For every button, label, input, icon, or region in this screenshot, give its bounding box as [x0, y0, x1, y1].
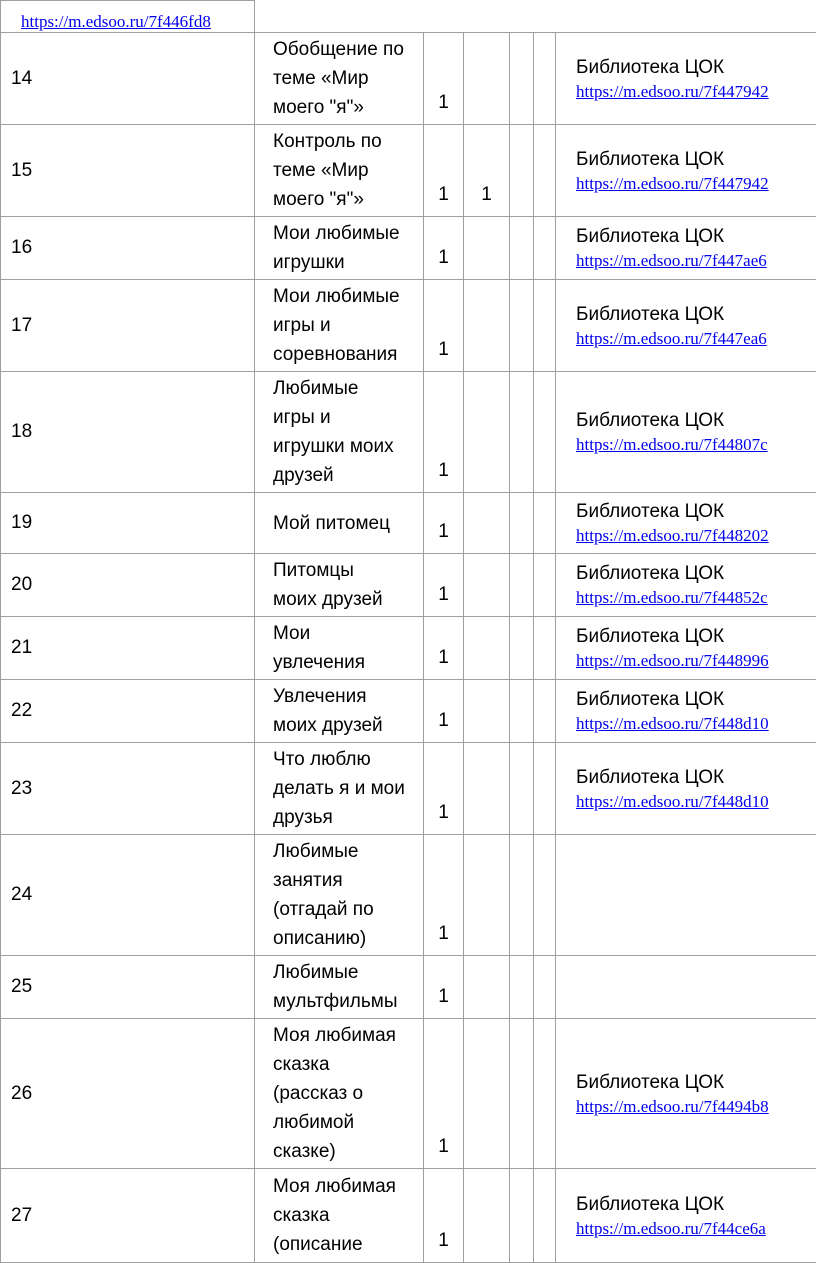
- topic-line: (отгадай по: [273, 895, 419, 924]
- resource-link[interactable]: https://m.edsoo.ru/7f447ae6: [576, 251, 767, 270]
- resource-title: Библиотека ЦОК: [576, 624, 816, 650]
- lesson-control: [464, 493, 510, 554]
- resource-link[interactable]: https://m.edsoo.ru/7f4494b8: [576, 1097, 769, 1116]
- table-row: [1, 835, 816, 956]
- topic-line: Мои: [273, 619, 419, 648]
- lesson-control: [464, 743, 510, 835]
- lesson-resource: [556, 125, 816, 217]
- lesson-hours: 1: [424, 680, 464, 743]
- lesson-topic: [255, 680, 424, 743]
- topic-line: моих друзей: [273, 711, 419, 740]
- lesson-topic: [255, 1019, 424, 1169]
- lesson-hours: 1: [424, 1019, 464, 1169]
- lesson-date: [534, 493, 556, 554]
- table-row: [1, 617, 816, 680]
- lesson-practical: [510, 33, 534, 125]
- lesson-control: [464, 372, 510, 493]
- lesson-topic: [255, 617, 424, 680]
- lesson-control: [464, 33, 510, 125]
- lesson-date: [534, 743, 556, 835]
- lesson-number: 22: [1, 680, 255, 743]
- topic-line: соревнования: [273, 340, 419, 369]
- topic-line: сказка: [273, 1201, 419, 1230]
- lesson-hours: 1: [424, 743, 464, 835]
- lesson-practical: [510, 617, 534, 680]
- lesson-hours: 1: [424, 217, 464, 280]
- topic-line: мультфильмы: [273, 987, 419, 1016]
- lesson-topic: [255, 493, 424, 554]
- table-row: [1, 956, 816, 1019]
- top-link[interactable]: https://m.edsoo.ru/7f446fd8: [21, 12, 211, 31]
- lesson-resource: [556, 280, 816, 372]
- topic-line: теме «Мир: [273, 156, 419, 185]
- lesson-resource: [556, 554, 816, 617]
- topic-line: Что люблю: [273, 745, 419, 774]
- topic-line: друзей: [273, 461, 419, 490]
- lesson-hours: 1: [424, 33, 464, 125]
- lesson-number: 26: [1, 1019, 255, 1169]
- topic-line: теме «Мир: [273, 64, 419, 93]
- lesson-resource: [556, 1169, 816, 1263]
- lesson-topic: [255, 217, 424, 280]
- table-row: [1, 743, 816, 835]
- resource-link[interactable]: https://m.edsoo.ru/7f448996: [576, 651, 769, 670]
- topic-line: Питомцы: [273, 556, 419, 585]
- table-row: [1, 680, 816, 743]
- lesson-topic: [255, 1169, 424, 1263]
- lesson-number: 16: [1, 217, 255, 280]
- table-row: [1, 372, 816, 493]
- lesson-control: [464, 1169, 510, 1263]
- lesson-practical: [510, 835, 534, 956]
- lesson-date: [534, 125, 556, 217]
- topic-line: друзья: [273, 803, 419, 832]
- table-row: [1, 280, 816, 372]
- topic-line: Контроль по: [273, 127, 419, 156]
- topic-line: Обобщение по: [273, 35, 419, 64]
- table-row: [1, 554, 816, 617]
- topic-line: сказка: [273, 1050, 419, 1079]
- lesson-resource: [556, 743, 816, 835]
- topic-line: Любимые: [273, 958, 419, 987]
- topic-line: Любимые: [273, 374, 419, 403]
- lesson-date: [534, 1019, 556, 1169]
- topic-line: Моя любимая: [273, 1172, 419, 1201]
- resource-title: Библиотека ЦОК: [576, 408, 816, 434]
- lesson-resource: [556, 33, 816, 125]
- lesson-number: 20: [1, 554, 255, 617]
- topic-line: Любимые: [273, 837, 419, 866]
- table-row: [1, 33, 816, 125]
- empty-cell: [255, 1, 816, 33]
- lesson-practical: [510, 1169, 534, 1263]
- lesson-hours: 1: [424, 125, 464, 217]
- resource-title: Библиотека ЦОК: [576, 687, 816, 713]
- resource-link[interactable]: https://m.edsoo.ru/7f447942: [576, 82, 769, 101]
- topic-line: моего "я"»: [273, 93, 419, 122]
- topic-line: Мой питомец: [273, 509, 419, 538]
- lesson-number: 19: [1, 493, 255, 554]
- lesson-date: [534, 554, 556, 617]
- lesson-topic: [255, 372, 424, 493]
- resource-link[interactable]: https://m.edsoo.ru/7f447ea6: [576, 329, 767, 348]
- lesson-practical: [510, 743, 534, 835]
- top-link-row: [1, 1, 816, 33]
- table-row: [1, 125, 816, 217]
- lesson-control: [464, 554, 510, 617]
- lesson-control: [464, 617, 510, 680]
- lesson-resource: [556, 1019, 816, 1169]
- lesson-topic: [255, 554, 424, 617]
- resource-title: Библиотека ЦОК: [576, 499, 816, 525]
- lesson-resource: [556, 835, 816, 956]
- lesson-topic: [255, 835, 424, 956]
- lesson-number: 25: [1, 956, 255, 1019]
- resource-title: Библиотека ЦОК: [576, 302, 816, 328]
- lesson-number: 24: [1, 835, 255, 956]
- topic-line: Моя любимая: [273, 1021, 419, 1050]
- resource-link[interactable]: https://m.edsoo.ru/7f448d10: [576, 792, 769, 811]
- lesson-hours: 1: [424, 280, 464, 372]
- topic-line: занятия: [273, 866, 419, 895]
- resource-link[interactable]: https://m.edsoo.ru/7f448202: [576, 526, 769, 545]
- lesson-date: [534, 33, 556, 125]
- topic-line: увлечения: [273, 648, 419, 677]
- lesson-resource: [556, 372, 816, 493]
- lesson-number: 21: [1, 617, 255, 680]
- lesson-topic: [255, 956, 424, 1019]
- resource-link[interactable]: https://m.edsoo.ru/7f44852c: [576, 588, 768, 607]
- resource-title: Библиотека ЦОК: [576, 224, 816, 250]
- lesson-date: [534, 956, 556, 1019]
- lesson-control: 1: [464, 125, 510, 217]
- lesson-number: 18: [1, 372, 255, 493]
- lesson-hours: 1: [424, 493, 464, 554]
- lesson-control: [464, 956, 510, 1019]
- resource-link[interactable]: https://m.edsoo.ru/7f447942: [576, 174, 769, 193]
- topic-line: описанию): [273, 924, 419, 953]
- resource-title: Библиотека ЦОК: [576, 55, 816, 81]
- lesson-control: [464, 1019, 510, 1169]
- topic-line: игрушки моих: [273, 432, 419, 461]
- lesson-topic: [255, 743, 424, 835]
- lesson-control: [464, 280, 510, 372]
- lesson-control: [464, 835, 510, 956]
- lesson-topic: [255, 33, 424, 125]
- lesson-number: 27: [1, 1169, 255, 1263]
- lesson-resource: [556, 217, 816, 280]
- lesson-practical: [510, 680, 534, 743]
- table-row: [1, 493, 816, 554]
- topic-line: Увлечения: [273, 682, 419, 711]
- lesson-topic: [255, 125, 424, 217]
- lesson-date: [534, 617, 556, 680]
- lesson-date: [534, 1169, 556, 1263]
- resource-link[interactable]: https://m.edsoo.ru/7f44807c: [576, 435, 768, 454]
- topic-line: игрушки: [273, 248, 419, 277]
- table-row: [1, 217, 816, 280]
- topic-line: любимой: [273, 1108, 419, 1137]
- resource-link[interactable]: https://m.edsoo.ru/7f44ce6a: [576, 1219, 766, 1238]
- lesson-control: [464, 680, 510, 743]
- lesson-practical: [510, 1019, 534, 1169]
- top-link-cell: [1, 1, 255, 33]
- lesson-topic: [255, 280, 424, 372]
- resource-title: Библиотека ЦОК: [576, 1192, 816, 1218]
- lesson-hours: 1: [424, 956, 464, 1019]
- table-row: [1, 1019, 816, 1169]
- topic-line: сказке): [273, 1137, 419, 1166]
- lesson-practical: [510, 217, 534, 280]
- resource-title: Библиотека ЦОК: [576, 765, 816, 791]
- lesson-practical: [510, 125, 534, 217]
- topic-line: (описание: [273, 1230, 419, 1259]
- resource-title: Библиотека ЦОК: [576, 147, 816, 173]
- topic-line: Мои любимые: [273, 282, 419, 311]
- lesson-number: 14: [1, 33, 255, 125]
- lesson-practical: [510, 554, 534, 617]
- topic-line: Мои любимые: [273, 219, 419, 248]
- lesson-control: [464, 217, 510, 280]
- lesson-practical: [510, 372, 534, 493]
- lesson-hours: 1: [424, 1169, 464, 1263]
- topic-line: (рассказ о: [273, 1079, 419, 1108]
- lesson-practical: [510, 956, 534, 1019]
- lesson-practical: [510, 493, 534, 554]
- lesson-hours: 1: [424, 835, 464, 956]
- lesson-resource: [556, 617, 816, 680]
- topic-line: игры и: [273, 311, 419, 340]
- lesson-hours: 1: [424, 554, 464, 617]
- lesson-resource: [556, 493, 816, 554]
- lesson-practical: [510, 280, 534, 372]
- lesson-resource: [556, 680, 816, 743]
- lesson-hours: 1: [424, 617, 464, 680]
- resource-link[interactable]: https://m.edsoo.ru/7f448d10: [576, 714, 769, 733]
- lesson-date: [534, 680, 556, 743]
- lesson-date: [534, 217, 556, 280]
- topic-line: моего "я"»: [273, 185, 419, 214]
- topic-line: моих друзей: [273, 585, 419, 614]
- lesson-number: 17: [1, 280, 255, 372]
- topic-line: делать я и мои: [273, 774, 419, 803]
- lesson-date: [534, 372, 556, 493]
- table-row: [1, 1169, 816, 1263]
- lesson-resource: [556, 956, 816, 1019]
- topic-line: игры и: [273, 403, 419, 432]
- resource-title: Библиотека ЦОК: [576, 561, 816, 587]
- lesson-number: 23: [1, 743, 255, 835]
- lesson-number: 15: [1, 125, 255, 217]
- lesson-date: [534, 280, 556, 372]
- resource-title: Библиотека ЦОК: [576, 1070, 816, 1096]
- lesson-hours: 1: [424, 372, 464, 493]
- lesson-date: [534, 835, 556, 956]
